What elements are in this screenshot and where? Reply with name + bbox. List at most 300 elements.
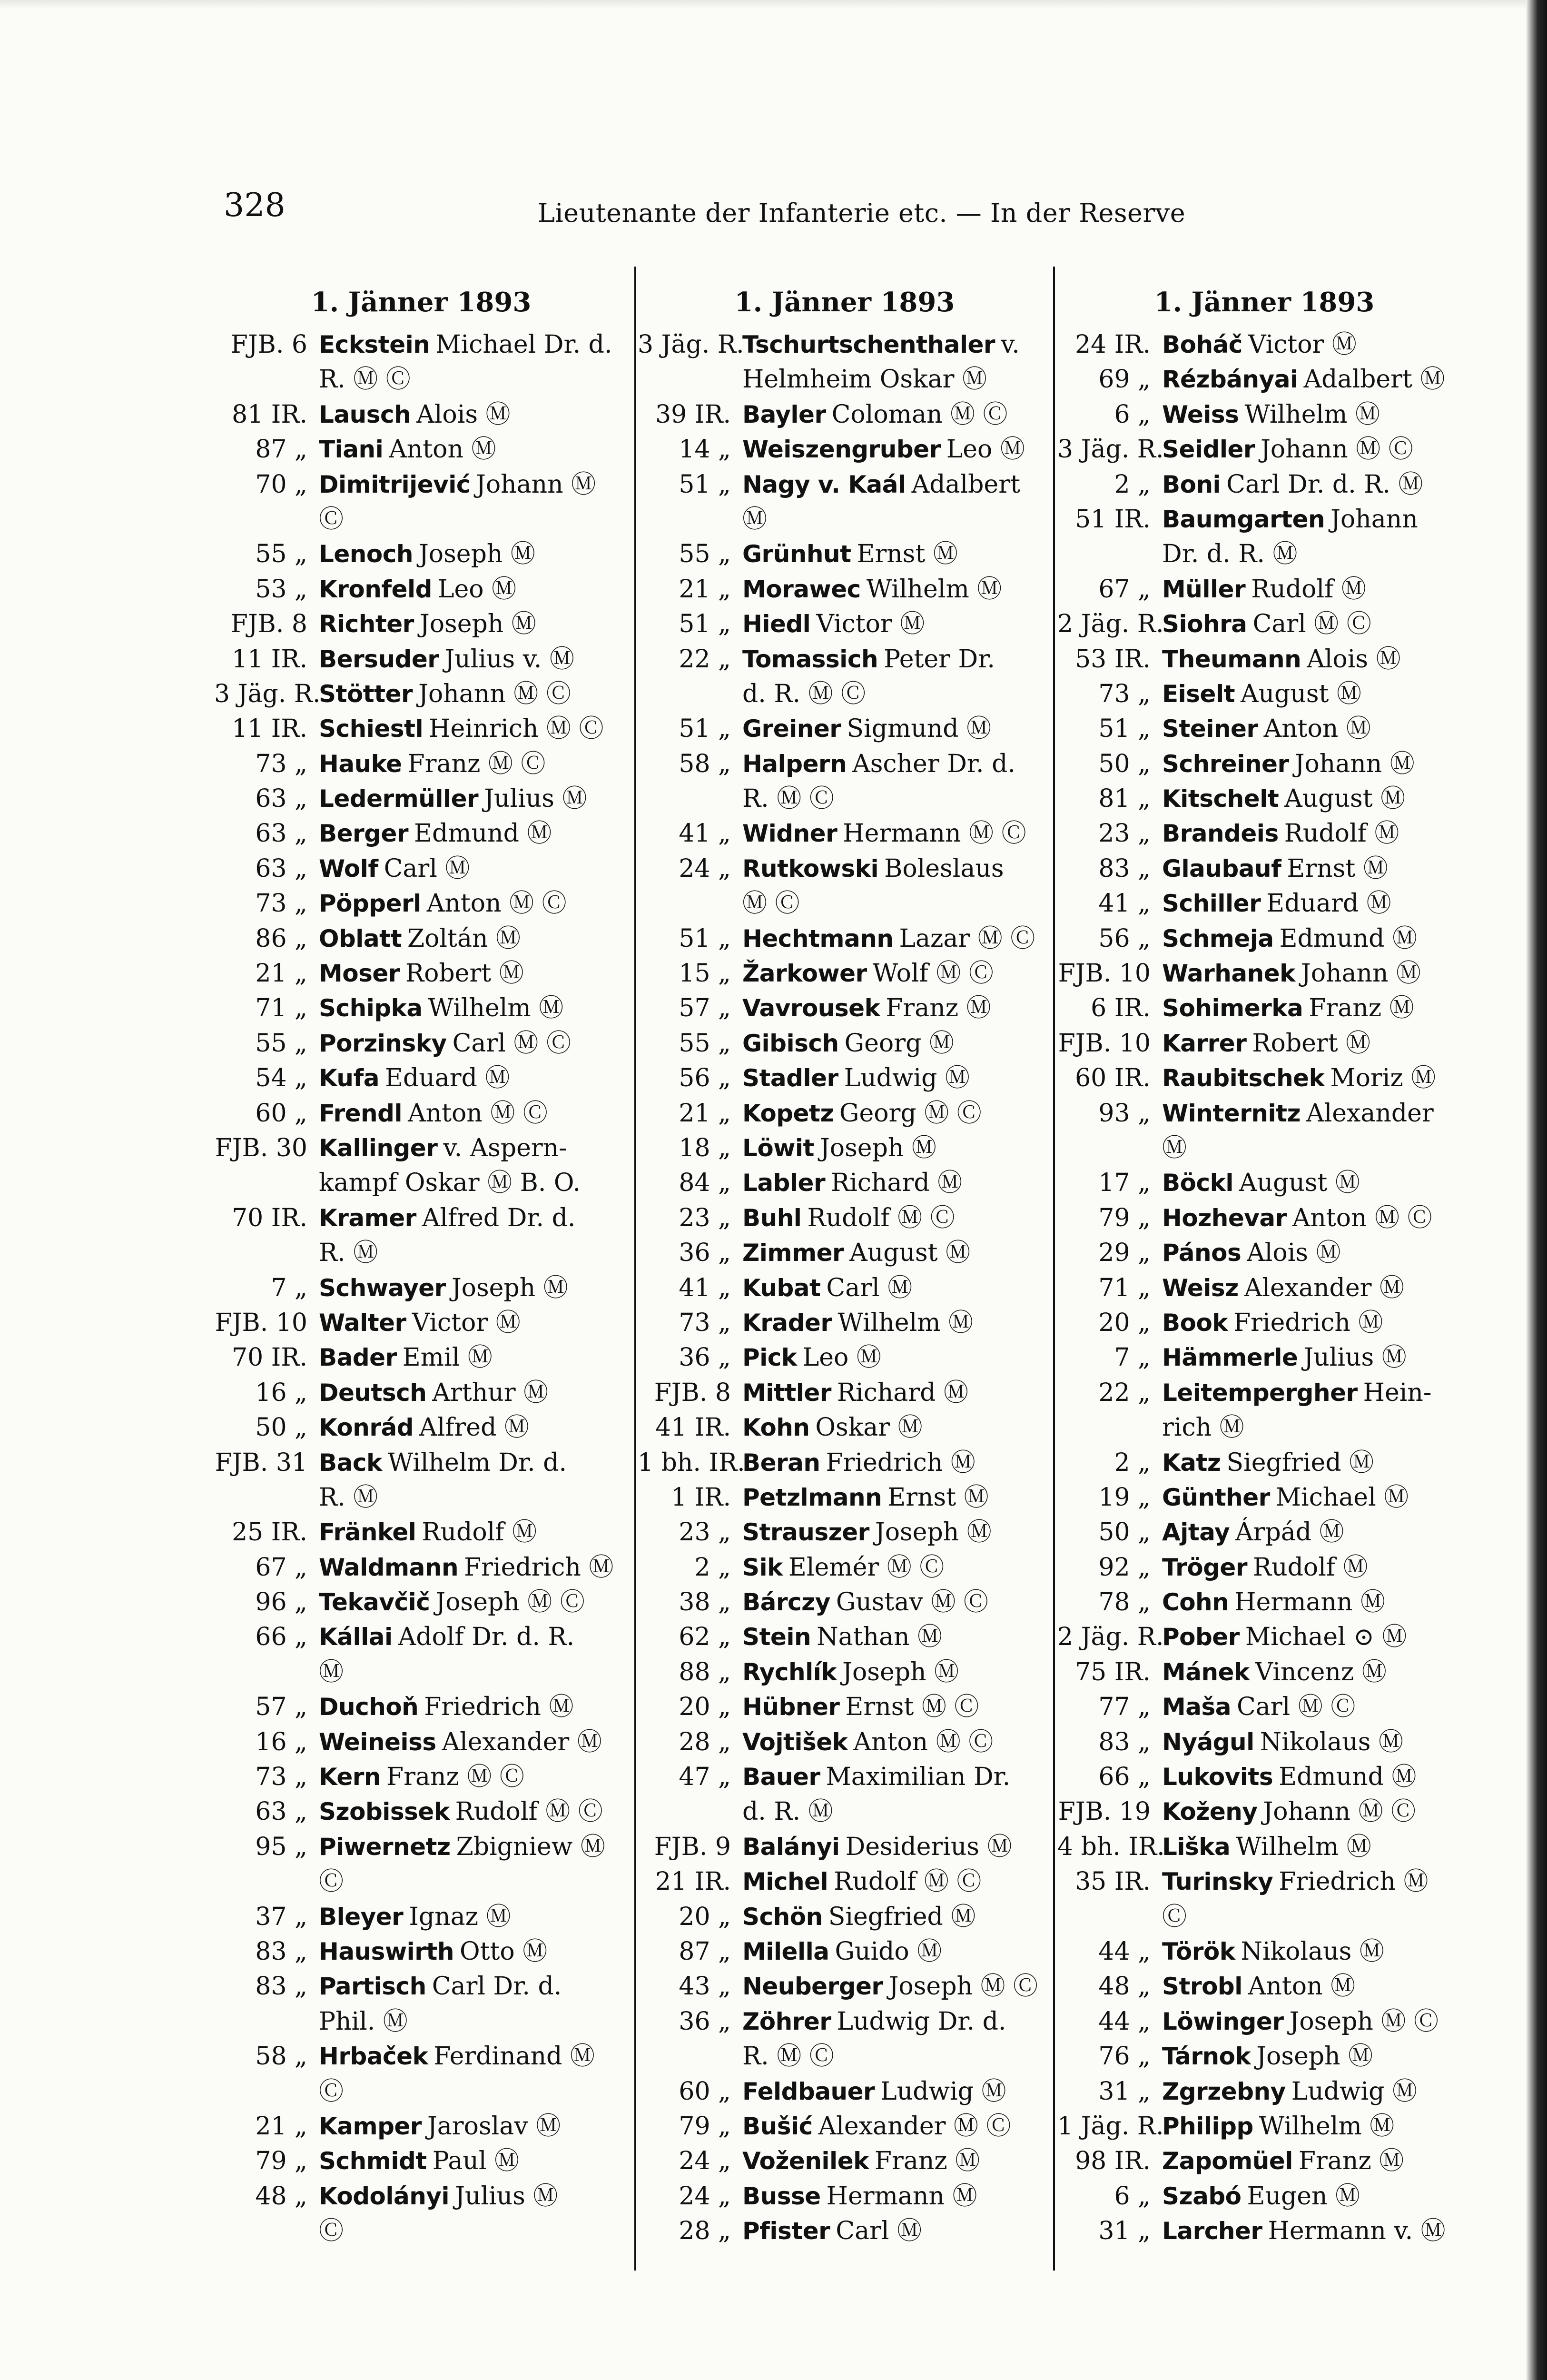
entry-list <box>1057 327 1471 2249</box>
given-name-and-marks: Alois Ⓜ <box>416 400 511 429</box>
entry-row <box>638 1131 1052 1166</box>
surname: Bauer <box>742 1763 820 1791</box>
surname: Warhanek <box>1162 960 1295 988</box>
given-name-and-marks: Wilhelm Dr. d. <box>387 1448 567 1477</box>
given-name-and-marks: Jaroslav Ⓜ <box>427 2112 561 2141</box>
given-name-and-marks: Rudolf Ⓜ Ⓒ <box>834 1867 982 1896</box>
entry-row <box>1057 2214 1471 2249</box>
given-name-and-marks: Alexander <box>1306 1099 1434 1128</box>
given-name-and-marks: Sigmund Ⓜ <box>847 714 992 744</box>
entry-continuation <box>214 2074 628 2109</box>
unit-label: 63 „ <box>255 1797 307 1826</box>
unit-label: 71 „ <box>1098 1273 1151 1302</box>
unit-label: 73 „ <box>255 889 307 918</box>
entry-continuation <box>214 1655 628 1690</box>
given-name-and-marks: Maximilian Dr. <box>826 1763 1011 1792</box>
surname: Löwit <box>742 1134 814 1162</box>
entry-row <box>1057 852 1471 886</box>
entry-row <box>1057 1340 1471 1375</box>
surname: Hechtmann <box>742 924 894 952</box>
entry-row <box>638 397 1052 432</box>
given-name-and-marks: August Ⓜ <box>1284 784 1406 813</box>
entry-row <box>638 991 1052 1026</box>
entry-row <box>638 1515 1052 1550</box>
unit-label: 41 „ <box>1098 889 1151 918</box>
surname: Kitschelt <box>1162 785 1279 813</box>
given-name-and-marks: Anton Ⓜ <box>1263 714 1371 744</box>
given-name-and-marks: Alois Ⓜ <box>1307 645 1401 674</box>
unit-label: 2 „ <box>1114 470 1151 499</box>
unit-label: 63 „ <box>255 854 307 883</box>
surname: Oblatt <box>319 924 402 952</box>
given-name-and-marks: Ludwig Ⓜ <box>880 2077 1006 2106</box>
continuation-text: Ⓜ <box>742 505 768 534</box>
surname: Kohn <box>742 1414 810 1442</box>
unit-label: 81 „ <box>1098 784 1151 813</box>
continuation-text: R. Ⓜ <box>319 1483 378 1512</box>
entry-row <box>214 886 628 921</box>
given-name-and-marks: Franz Ⓜ <box>1298 2147 1404 2176</box>
unit-label: 56 „ <box>679 1064 731 1093</box>
given-name-and-marks: Richard Ⓜ <box>831 1169 963 1198</box>
surname: Zöhrer <box>742 2007 831 2035</box>
surname: Stein <box>742 1623 811 1651</box>
surname: Müller <box>1162 575 1246 603</box>
entry-row <box>1057 1795 1471 1829</box>
unit-label: 24 „ <box>679 854 731 883</box>
surname: Böckl <box>1162 1169 1233 1197</box>
unit-label: 58 „ <box>679 749 731 778</box>
unit-label: 98 IR. <box>1075 2147 1151 2176</box>
unit-label: 79 „ <box>679 2112 731 2141</box>
column-heading: 1. Jänner 1893 <box>311 287 532 318</box>
given-name-and-marks: Carl Dr. d. R. Ⓜ <box>1226 470 1423 499</box>
given-name-and-marks: Victor Ⓜ <box>816 610 925 639</box>
entry-row <box>1057 362 1471 397</box>
surname: Pober <box>1162 1623 1240 1651</box>
unit-label: 96 „ <box>255 1588 307 1617</box>
unit-label: 63 „ <box>255 784 307 813</box>
unit-label: 57 „ <box>255 1693 307 1722</box>
surname: Weiszengruber <box>742 436 941 464</box>
entry-continuation <box>638 362 1052 397</box>
given-name-and-marks: Victor Ⓜ <box>1248 330 1357 359</box>
entry-row <box>1057 1585 1471 1620</box>
unit-label: 21 „ <box>679 1099 731 1128</box>
entry-row <box>214 1446 628 1480</box>
entry-row <box>1057 991 1471 1026</box>
surname: Brandeis <box>1162 820 1279 848</box>
given-name-and-marks: Siegfried Ⓜ <box>1226 1448 1374 1477</box>
surname: Török <box>1162 1937 1235 1965</box>
surname: Tschurtschenthaler <box>742 331 995 358</box>
unit-label: 25 IR. <box>232 1518 307 1547</box>
continuation-text: R. Ⓜ Ⓒ <box>742 2042 834 2071</box>
unit-label: 48 „ <box>1098 1972 1151 2001</box>
entry-row <box>1057 1480 1471 1515</box>
page-number: 328 <box>224 187 286 224</box>
surname: Rychlík <box>742 1658 837 1686</box>
entry-row <box>214 1690 628 1725</box>
given-name-and-marks: Alfred Dr. d. <box>422 1203 576 1232</box>
unit-label: 51 „ <box>1098 714 1151 744</box>
given-name-and-marks: Friedrich Ⓜ <box>424 1693 574 1722</box>
entry-row <box>1057 677 1471 712</box>
entry-row <box>638 747 1052 782</box>
given-name-and-marks: Georg Ⓜ Ⓒ <box>839 1099 982 1128</box>
given-name-and-marks: Nikolaus Ⓜ <box>1260 1727 1404 1756</box>
entry-row <box>1057 2004 1471 2039</box>
unit-label: 41 „ <box>679 819 731 848</box>
unit-label: 56 „ <box>1098 924 1151 953</box>
surname: Hauke <box>319 750 402 778</box>
given-name-and-marks: Moriz Ⓜ <box>1330 1064 1436 1093</box>
entry-row <box>638 1166 1052 1200</box>
surname: Kallinger <box>319 1134 438 1162</box>
given-name-and-marks: Oskar Ⓜ <box>815 1413 923 1442</box>
given-name-and-marks: Rudolf Ⓜ <box>422 1518 537 1547</box>
entry-row <box>638 1410 1052 1445</box>
surname: Rutkowski <box>742 854 879 883</box>
unit-label: 93 „ <box>1098 1099 1151 1128</box>
given-name-and-marks: Michael Ⓜ <box>1275 1483 1409 1512</box>
given-name-and-marks: Joseph Ⓜ <box>819 1133 936 1162</box>
entry-continuation <box>1057 1410 1471 1445</box>
surname: Schwayer <box>319 1274 446 1302</box>
unit-label: 14 „ <box>679 435 731 464</box>
surname: Leitempergher <box>1162 1378 1358 1407</box>
entry-row <box>214 1585 628 1620</box>
given-name-and-marks: Hermann Ⓜ <box>1234 1588 1386 1617</box>
continuation-text: R. Ⓜ <box>319 1239 378 1268</box>
unit-label: 16 „ <box>255 1378 307 1407</box>
entry-row <box>214 1271 628 1306</box>
unit-label: 36 „ <box>679 1239 731 1268</box>
surname: Zgrzebny <box>1162 2077 1286 2105</box>
surname: Hämmerle <box>1162 1344 1298 1372</box>
given-name-and-marks: Carl Ⓜ Ⓒ <box>452 1029 571 1058</box>
unit-label: 51 „ <box>679 714 731 744</box>
unit-label: 11 IR. <box>232 714 307 744</box>
surname: Morawec <box>742 575 861 603</box>
entry-continuation <box>1057 1900 1471 1934</box>
given-name-and-marks: Joseph Ⓜ <box>418 540 535 569</box>
surname: Kodolányi <box>319 2182 450 2210</box>
unit-label: 2 „ <box>1114 1448 1151 1477</box>
entry-row <box>1057 1271 1471 1306</box>
given-name-and-marks: Rudolf Ⓜ <box>1284 819 1399 848</box>
surname: Schön <box>742 1903 823 1931</box>
given-name-and-marks: Rudolf Ⓜ <box>1252 1553 1368 1582</box>
surname: Ajtay <box>1162 1518 1230 1547</box>
surname: Žarkower <box>742 960 867 988</box>
entry-row <box>1057 1690 1471 1725</box>
given-name-and-marks: Carl Ⓜ Ⓒ <box>1252 610 1371 639</box>
unit-label: 57 „ <box>679 994 731 1023</box>
entry-row <box>214 1340 628 1375</box>
entry-row <box>214 852 628 886</box>
given-name-and-marks: Guido Ⓜ <box>835 1937 942 1966</box>
given-name-and-marks: Wilhelm Ⓜ <box>1259 2112 1395 2141</box>
unit-label: 78 „ <box>1098 1588 1151 1617</box>
given-name-and-marks: Nathan Ⓜ <box>817 1623 942 1652</box>
unit-label: 87 „ <box>679 1937 731 1966</box>
entry-row <box>214 1934 628 1969</box>
given-name-and-marks: Hermann Ⓜ Ⓒ <box>843 819 1026 848</box>
given-name-and-marks: Franz Ⓜ Ⓒ <box>407 749 546 778</box>
given-name-and-marks: Rudolf Ⓜ Ⓒ <box>455 1797 603 1826</box>
given-name-and-marks: Paul Ⓜ <box>432 2147 519 2176</box>
unit-label: 24 IR. <box>1075 330 1151 359</box>
surname: Nyágul <box>1162 1728 1254 1756</box>
unit-label: FJB. 10 <box>1058 1029 1151 1058</box>
given-name-and-marks: Peter Dr. <box>884 645 995 674</box>
given-name-and-marks: Julius v. Ⓜ <box>444 645 574 674</box>
surname: Bleyer <box>319 1903 404 1931</box>
unit-label: 60 IR. <box>1075 1064 1151 1093</box>
given-name-and-marks: Ignaz Ⓜ <box>409 1902 511 1931</box>
entry-row <box>1057 1201 1471 1236</box>
column-3 <box>1057 281 1471 2249</box>
unit-label: 70 IR. <box>232 1203 307 1232</box>
surname: Turinsky <box>1162 1868 1273 1896</box>
surname: Zapomüel <box>1162 2147 1293 2175</box>
entry-row <box>638 642 1052 677</box>
unit-label: 63 „ <box>255 819 307 848</box>
entry-row <box>1057 956 1471 991</box>
unit-label: 92 „ <box>1098 1553 1151 1582</box>
continuation-text: Ⓒ <box>319 1867 344 1896</box>
given-name-and-marks: Joseph Ⓜ Ⓒ <box>888 1972 1038 2001</box>
given-name-and-marks: Ernst Ⓜ <box>857 540 958 569</box>
given-name-and-marks: Alois Ⓜ <box>1247 1239 1341 1268</box>
given-name-and-marks: Joseph Ⓜ Ⓒ <box>435 1588 585 1617</box>
unit-label: 28 „ <box>679 1727 731 1756</box>
unit-label: 4 bh. IR. <box>1057 1832 1165 1861</box>
entry-row <box>214 537 628 572</box>
entry-row <box>214 1795 628 1829</box>
unit-label: 37 „ <box>255 1902 307 1931</box>
entry-row <box>638 2109 1052 2144</box>
surname: Kállai <box>319 1623 393 1651</box>
entry-row <box>214 712 628 746</box>
unit-label: 67 „ <box>1098 575 1151 604</box>
surname: Grünhut <box>742 540 851 568</box>
entry-row <box>1057 1550 1471 1585</box>
surname: Eiselt <box>1162 680 1235 708</box>
entry-row <box>1057 327 1471 362</box>
unit-label: 29 „ <box>1098 1239 1151 1268</box>
unit-label: 55 „ <box>679 1029 731 1058</box>
given-name-and-marks: v. <box>1001 330 1020 359</box>
given-name-and-marks: Hein- <box>1363 1378 1432 1407</box>
entry-continuation <box>214 1480 628 1515</box>
given-name-and-marks: Zoltán Ⓜ <box>407 924 521 953</box>
surname: Vojtišek <box>742 1728 848 1756</box>
entry-row <box>1057 642 1471 677</box>
unit-label: 84 „ <box>679 1169 731 1198</box>
continuation-text: Dr. d. R. Ⓜ <box>1162 540 1298 569</box>
surname: Greiner <box>742 715 841 743</box>
entry-row <box>214 607 628 642</box>
given-name-and-marks: Franz Ⓜ <box>1309 994 1414 1023</box>
entry-row <box>638 572 1052 607</box>
unit-label: 3 Jäg. R. <box>638 330 744 359</box>
continuation-text: Ⓒ <box>319 2077 344 2106</box>
entry-row <box>638 327 1052 362</box>
given-name-and-marks: Anton Ⓜ <box>1248 1972 1356 2001</box>
given-name-and-marks: Siegfried Ⓜ <box>828 1902 976 1931</box>
surname: Kopetz <box>742 1099 834 1127</box>
entry-row <box>638 2074 1052 2109</box>
unit-label: 73 „ <box>1098 679 1151 708</box>
entry-row <box>638 1620 1052 1655</box>
surname: Kamper <box>319 2112 422 2140</box>
unit-label: 88 „ <box>679 1657 731 1686</box>
unit-label: 95 „ <box>255 1832 307 1861</box>
entry-row <box>214 991 628 1026</box>
entry-row <box>214 1096 628 1131</box>
surname: Pfister <box>742 2217 830 2245</box>
column-2 <box>638 281 1052 2249</box>
given-name-and-marks: Carl Ⓜ <box>384 854 470 883</box>
given-name-and-marks: Johann Ⓜ Ⓒ <box>1261 435 1413 464</box>
entry-continuation <box>638 782 1052 816</box>
unit-label: 19 „ <box>1098 1483 1151 1512</box>
entry-row <box>1057 1061 1471 1096</box>
entry-row <box>638 1760 1052 1795</box>
given-name-and-marks: Anton Ⓜ <box>389 435 496 464</box>
surname: Bušić <box>742 2112 813 2140</box>
running-head: Lieutenante der Infanterie etc. — In der Reserve <box>538 198 1186 228</box>
unit-label: 20 „ <box>1098 1308 1151 1337</box>
unit-label: 58 „ <box>255 2042 307 2071</box>
surname: Bader <box>319 1344 397 1372</box>
entry-row <box>1057 1236 1471 1270</box>
given-name-and-marks: Georg Ⓜ <box>844 1029 954 1058</box>
given-name-and-marks: Wilhelm Ⓜ <box>866 575 1002 604</box>
unit-label: 7 „ <box>1114 1343 1151 1372</box>
unit-label: 28 „ <box>679 2217 731 2246</box>
surname: Waldmann <box>319 1553 459 1581</box>
unit-label: 24 „ <box>679 2182 731 2211</box>
given-name-and-marks: Friedrich Ⓜ <box>826 1448 975 1477</box>
given-name-and-marks: Vincenz Ⓜ <box>1255 1657 1387 1686</box>
surname: Winternitz <box>1162 1099 1301 1127</box>
surname: Cohn <box>1162 1588 1229 1616</box>
unit-label: 62 „ <box>679 1623 731 1652</box>
surname: Kern <box>319 1763 381 1791</box>
unit-label: 6 IR. <box>1091 994 1151 1023</box>
entry-row <box>638 1550 1052 1585</box>
surname: Porzinsky <box>319 1029 447 1057</box>
entry-row <box>214 1201 628 1236</box>
unit-label: 70 IR. <box>232 1343 307 1372</box>
entry-row <box>638 922 1052 956</box>
continuation-text: d. R. Ⓜ Ⓒ <box>742 679 866 708</box>
unit-label: 83 „ <box>255 1937 307 1966</box>
given-name-and-marks: Alexander Ⓜ <box>442 1727 602 1756</box>
unit-label: 87 „ <box>255 435 307 464</box>
entry-row <box>214 432 628 467</box>
given-name-and-marks: August Ⓜ <box>1239 1169 1360 1198</box>
entry-row <box>1057 1306 1471 1340</box>
surname: Book <box>1162 1309 1228 1337</box>
entry-row <box>1057 1830 1471 1864</box>
surname: Vavrousek <box>742 994 880 1022</box>
unit-label: 17 „ <box>1098 1169 1151 1198</box>
unit-label: 50 „ <box>1098 1518 1151 1547</box>
given-name-and-marks: Joseph Ⓜ Ⓒ <box>1289 2007 1439 2036</box>
unit-label: 73 „ <box>255 749 307 778</box>
surname: Lukovits <box>1162 1763 1273 1791</box>
entry-row <box>638 956 1052 991</box>
given-name-and-marks: Elemér Ⓜ Ⓒ <box>788 1553 945 1582</box>
entry-continuation <box>638 502 1052 537</box>
given-name-and-marks: Hermann v. Ⓜ <box>1268 2217 1446 2246</box>
unit-label: 16 „ <box>255 1727 307 1756</box>
continuation-text: Helmheim Oskar Ⓜ <box>742 365 987 394</box>
surname: Berger <box>319 820 409 848</box>
column-divider-2 <box>1053 267 1055 2271</box>
entry-row <box>214 782 628 816</box>
unit-label: 76 „ <box>1098 2042 1151 2071</box>
entry-row <box>214 1306 628 1340</box>
surname: Schmidt <box>319 2147 427 2175</box>
unit-label: 21 IR. <box>655 1867 731 1896</box>
unit-label: 2 „ <box>694 1553 731 1582</box>
entry-continuation <box>638 886 1052 921</box>
entry-row <box>638 1340 1052 1375</box>
unit-label: 18 „ <box>679 1133 731 1162</box>
entry-row <box>214 1725 628 1760</box>
entry-row <box>1057 2039 1471 2074</box>
given-name-and-marks: Wilhelm Ⓜ <box>1244 400 1380 429</box>
entry-row <box>638 1655 1052 1690</box>
surname: Glaubauf <box>1162 854 1281 883</box>
given-name-and-marks: August Ⓜ <box>1241 679 1361 708</box>
entry-row <box>214 922 628 956</box>
unit-label: 35 IR. <box>1075 1867 1151 1896</box>
given-name-and-marks: Zbigniew Ⓜ <box>456 1832 605 1861</box>
entry-row <box>638 1585 1052 1620</box>
entry-list <box>214 327 628 2249</box>
surname: Szobissek <box>319 1798 450 1826</box>
given-name-and-marks: Adalbert <box>911 470 1020 499</box>
given-name-and-marks: Anton Ⓜ Ⓒ <box>426 889 567 918</box>
unit-label: 36 „ <box>679 2007 731 2036</box>
given-name-and-marks: Friedrich Ⓜ <box>464 1553 614 1582</box>
surname: Walter <box>319 1309 406 1337</box>
unit-label: FJB. 31 <box>215 1448 307 1477</box>
given-name-and-marks: Gustav Ⓜ Ⓒ <box>836 1588 988 1617</box>
surname: Seidler <box>1162 436 1255 464</box>
unit-label: FJB. 10 <box>1058 959 1151 988</box>
given-name-and-marks: Eduard Ⓜ <box>1266 889 1391 918</box>
given-name-and-marks: Wilhelm Ⓜ <box>428 994 564 1023</box>
surname: Petzlmann <box>742 1483 882 1511</box>
continuation-text: Ⓒ <box>319 505 344 534</box>
surname: Weisz <box>1162 1274 1239 1302</box>
entry-row <box>214 2144 628 2179</box>
given-name-and-marks: Joseph Ⓜ <box>451 1273 568 1302</box>
given-name-and-marks: Lazar Ⓜ Ⓒ <box>899 924 1035 953</box>
entry-row <box>638 1236 1052 1270</box>
surname: Bárczy <box>742 1588 830 1616</box>
surname: Nagy v. Kaál <box>742 470 906 498</box>
surname: Siohra <box>1162 610 1247 638</box>
entry-continuation <box>214 362 628 397</box>
